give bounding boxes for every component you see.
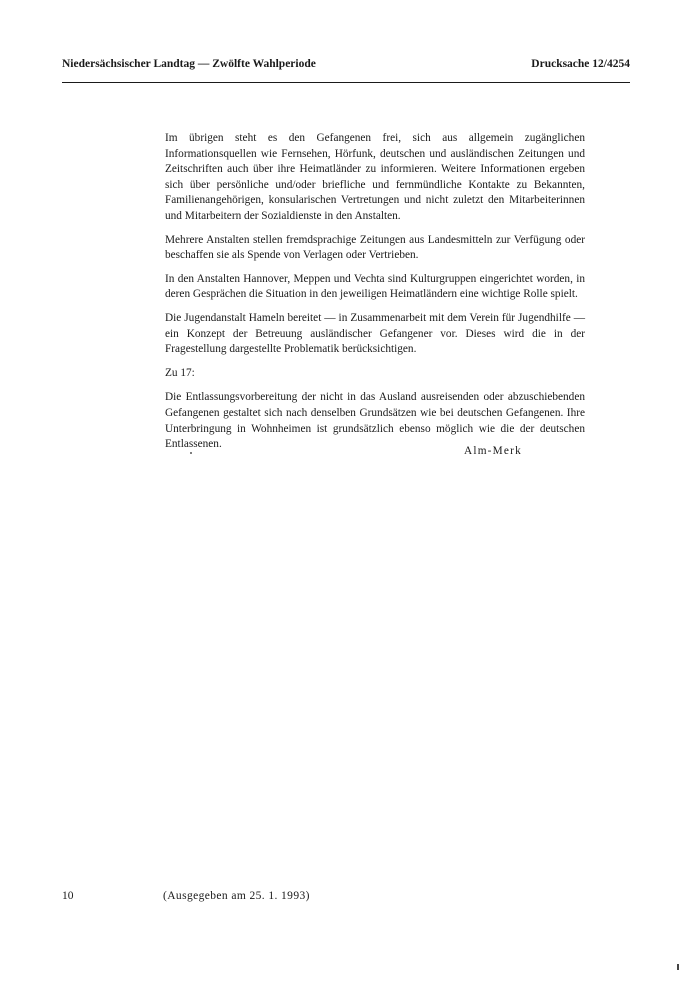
paragraph-release-preparation: Die Entlassungsvorbereitung der nicht in das Ausland ausreisenden oder abzuschiebenden Gefangenen gestaltet sich nach denselben Grundsätzen wie bei deutschen Gefangenen. Ihre Unterbringung in Wohnheimen ist grundsätzlich ebenso möglich wie die der deutschen Entlassenen. xyxy=(165,391,585,451)
signature: Alm-Merk xyxy=(464,445,522,457)
corner-mark xyxy=(677,964,679,970)
document-body xyxy=(165,131,585,461)
paragraph-culture-groups: In den Anstalten Hannover, Meppen und Vechta sind Kulturgruppen eingerichtet worden, in deren Gesprächen die Situation in den jeweiligen Heimatländern eine wichtige Rolle spielt. xyxy=(165,272,585,301)
paragraph-foreign-newspapers: Mehrere Anstalten stellen fremdsprachige Zeitungen aus Landesmitteln zur Verfügung oder beschaffen sie als Spende von Verlagen oder Vertrieben. xyxy=(165,233,585,262)
stray-mark xyxy=(190,452,192,454)
page-number: 10 xyxy=(62,890,74,902)
header-parliament-title: Niedersächsischer Landtag — Zwölfte Wahlperiode xyxy=(62,58,316,70)
section-heading-zu-17: Zu 17: xyxy=(165,366,195,379)
issue-date: (Ausgegeben am 25. 1. 1993) xyxy=(163,890,310,902)
paragraph-youth-institution: Die Jugendanstalt Hameln bereitet — in Zusammenarbeit mit dem Verein für Jugendhilfe — ein Konzept der Betreuung ausländischer Gefangener vor. Dieses wird die in der Fragestellung dargestellte Problematik berücksichtigen. xyxy=(165,311,585,356)
page-header xyxy=(62,58,630,76)
header-divider xyxy=(62,82,630,83)
header-document-number: Drucksache 12/4254 xyxy=(531,58,630,70)
paragraph-information-sources: Im übrigen steht es den Gefangenen frei, sich aus allgemein zugänglichen Informationsquellen wie Fernsehen, Hörfunk, deutschen und ausländischen Zeitungen und Zeitschriften auch über ihre Heimatländer zu informieren. Weitere Informationen ergeben sich über persönliche und/oder briefliche und fernmündliche Kontakte zu Bekannten, Familienangehörigen, konsularischen Vertretungen und nicht zuletzt den Mitarbeiterinnen und Mitarbeitern der Sozialdienste in den Anstalten. xyxy=(165,132,585,222)
